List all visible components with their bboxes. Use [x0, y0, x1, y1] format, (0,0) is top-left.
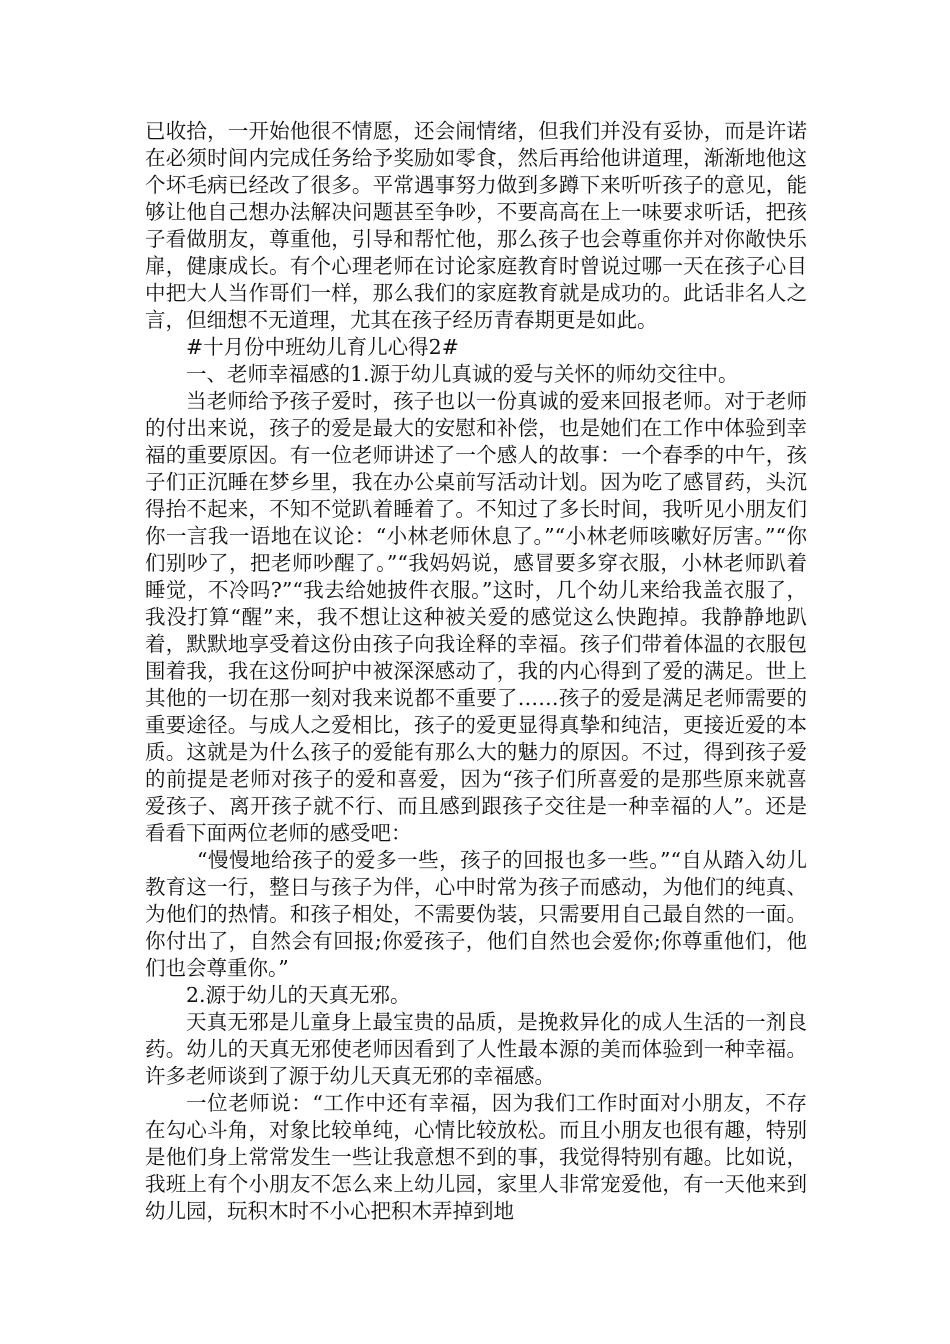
paragraph-1: 已收拾，一开始他很不情愿，还会闹情绪，但我们并没有妥协，而是许诺在必须时间内完成任务给予奖励如零食，然后再给他讲道理，渐渐地他这个坏毛病已经改了很多。平常遇事努力做到多蹲下来听听孩子的意见，能够让他自己想办法解决问题甚至争吵，不要高高在上一味要求听话，把孩子看做朋友，尊重他，引导和帮忙他，那么孩子也会尊重你并对你敞快乐扉，健康成长。有个心理老师在讨论家庭教育时曾说过哪一天在孩子心目中把大人当作哥们一样，那么我们的家庭教育就是成功的。此话非名人之言，但细想不无道理，尤其在孩子经历青春期更是如此。: [145, 119, 807, 332]
paragraph-innocence: 天真无邪是儿童身上最宝贵的品质，是挽救异化的成人生活的一剂良药。幼儿的天真无邪使老师因看到了人性最本源的美而体验到一种幸福。许多老师谈到了源于幼儿天真无邪的幸福感。: [145, 1010, 807, 1088]
section-heading: #十月份中班幼儿育儿心得2#: [186, 335, 459, 359]
paragraph-story: 当老师给予孩子爱时，孩子也以一份真诚的爱来回报老师。对于老师的付出来说，孩子的爱是最大的安慰和补偿，也是她们在工作中体验到幸福的重要原因。有一位老师讲述了一个感人的故事：一个春季的中午，孩子们正沉睡在梦乡里，我在办公桌前写活动计划。因为吃了感冒药，头沉得抬不起来，不知不觉趴着睡着了。不知过了多长时间，我听见小朋友们你一言我一语地在议论：“小林老师休息了。”“小林老师咳嗽好厉害。”“你们别吵了，把老师吵醒了。”“我妈妈说，感冒要多穿衣服，小林老师趴着睡觉，不冷吗?”“我去给她披件衣服。”这时，几个幼儿来给我盖衣服了，我没打算“醒”来，我不想让这种被关爱的感觉这么快跑掉。我静静地趴着，默默地享受着这份由孩子向我诠释的幸福。孩子们带着体温的衣服包围着我，我在这份呵护中被深深感动了，我的内心得到了爱的满足。世上其他的一切在那一刻对我来说都不重要了……孩子的爱是满足老师需要的重要途径。与成人之爱相比，孩子的爱更显得真挚和纯洁，更接近爱的本质。这就是为什么孩子的爱能有那么大的魅力的原因。不过，得到孩子爱的前提是老师对孩子的爱和喜爱，因为“孩子们所喜爱的是那些原来就喜爱孩子、离开孩子就不行、而且感到跟孩子交往是一种幸福的人”。还是看看下面两位老师的感受吧：: [145, 389, 807, 845]
subsection-heading-2: 2.源于幼儿的天真无邪。: [186, 983, 411, 1007]
document-page: [145, 118, 807, 1225]
paragraph-quotes: “慢慢地给孩子的爱多一些，孩子的回报也多一些。”“自从踏入幼儿教育这一行，整日与孩子为伴，心中时常为孩子而感动，为他们的纯真、为他们的热情。和孩子相处，不需要伪装，只需要用自己最自然的一面。你付出了，自然会有回报;你爱孩子，他们自然也会爱你;你尊重他们，他们也会尊重你。”: [145, 848, 807, 980]
subsection-heading-1: 一、老师幸福感的1.源于幼儿真诚的爱与关怀的师幼交往中。: [186, 362, 739, 386]
paragraph-teacher-quote: 一位老师说：“工作中还有幸福，因为我们工作时面对小朋友，不存在勾心斗角，对象比较单纯，心情比较放松。而且小朋友也很有趣，特别是他们身上常常发生一些让我意想不到的事，我觉得特别有趣。比如说，我班上有个小朋友不怎么来上幼儿园，家里人非常宠爱他，有一天他来到幼儿园，玩积木时不小心把积木弄掉到地: [145, 1091, 807, 1223]
